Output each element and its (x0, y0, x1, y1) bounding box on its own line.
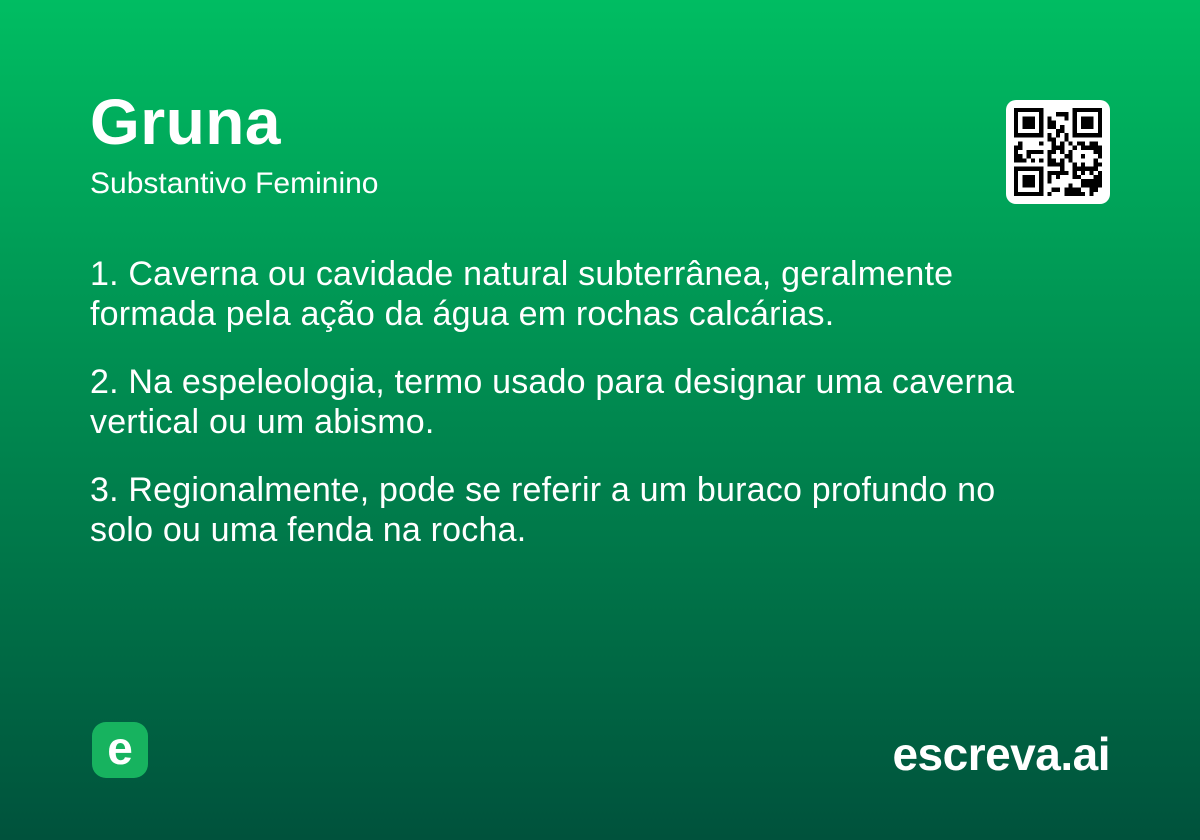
qr-code-icon (1014, 108, 1102, 196)
word-class-subtitle: Substantivo Feminino (90, 167, 379, 200)
escreva-logo-badge (92, 722, 148, 778)
logo-letter: e (107, 722, 133, 774)
definitions-list (90, 254, 1065, 550)
definition-item-3: 3. Regionalmente, pode se referir a um buraco profundo no solo ou uma fenda na rocha. (90, 471, 996, 549)
word-title: Gruna (90, 86, 281, 158)
definition-item-2: 2. Na espeleologia, termo usado para designar uma caverna vertical ou um abismo. (90, 363, 1015, 441)
brand-wordmark: escreva.ai (892, 728, 1110, 780)
definition-item-1: 1. Caverna ou cavidade natural subterrânea, geralmente formada pela ação da água em rochas calcárias. (90, 255, 954, 333)
qr-code (1006, 100, 1110, 204)
card-content (90, 86, 1110, 578)
